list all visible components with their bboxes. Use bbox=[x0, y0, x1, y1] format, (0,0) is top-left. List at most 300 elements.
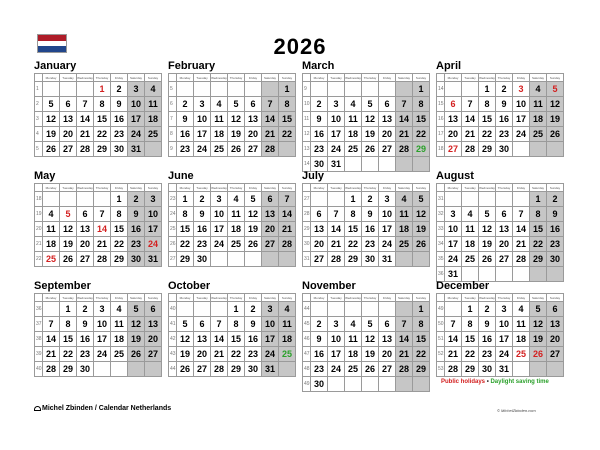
day-cell: 27 bbox=[496, 252, 513, 267]
day-cell: 22 bbox=[228, 347, 245, 362]
day-cell: 15 bbox=[462, 332, 479, 347]
day-cell: 24 bbox=[145, 237, 162, 252]
month-january bbox=[34, 60, 162, 157]
weekday-header: Friday bbox=[111, 184, 128, 192]
day-cell: 6 bbox=[262, 192, 279, 207]
weekday-header: Saturday bbox=[530, 294, 547, 302]
day-cell: 28 bbox=[445, 362, 462, 377]
day-cell: 11 bbox=[462, 222, 479, 237]
week-number: 41 bbox=[169, 317, 177, 332]
day-cell: 3 bbox=[145, 192, 162, 207]
week-number: 46 bbox=[303, 332, 311, 347]
day-cell: 17 bbox=[445, 237, 462, 252]
day-cell: 17 bbox=[94, 332, 111, 347]
week-number: 31 bbox=[437, 192, 445, 207]
empty-day-cell bbox=[43, 302, 60, 317]
day-cell: 29 bbox=[111, 252, 128, 267]
day-cell: 18 bbox=[345, 347, 362, 362]
month-table bbox=[436, 293, 564, 377]
day-cell: 3 bbox=[94, 302, 111, 317]
day-cell: 24 bbox=[328, 362, 345, 377]
weekday-header: Wednesday bbox=[77, 295, 93, 300]
weekday-header: Tuesday bbox=[60, 184, 77, 192]
day-cell: 8 bbox=[413, 97, 430, 112]
day-cell: 2 bbox=[177, 97, 194, 112]
day-cell: 14 bbox=[211, 332, 228, 347]
day-cell: 27 bbox=[379, 142, 396, 157]
day-cell: 3 bbox=[496, 302, 513, 317]
week-number: 53 bbox=[437, 362, 445, 377]
day-cell: 23 bbox=[194, 237, 211, 252]
day-cell: 15 bbox=[479, 112, 496, 127]
week-row bbox=[437, 332, 564, 347]
weekday-header-row bbox=[303, 74, 430, 82]
empty-day-cell bbox=[547, 267, 564, 282]
day-cell: 14 bbox=[396, 112, 413, 127]
empty-day-cell bbox=[194, 302, 211, 317]
weekday-header: Monday bbox=[445, 184, 462, 192]
week-number: 44 bbox=[303, 302, 311, 317]
week-number: 10 bbox=[303, 97, 311, 112]
weekday-header: Saturday bbox=[128, 294, 145, 302]
empty-day-cell bbox=[362, 157, 379, 172]
week-number: 20 bbox=[35, 222, 43, 237]
day-cell: 2 bbox=[128, 192, 145, 207]
month-table bbox=[34, 293, 162, 377]
week-number: 35 bbox=[437, 252, 445, 267]
week-row bbox=[303, 222, 430, 237]
day-cell: 30 bbox=[547, 252, 564, 267]
day-cell: 3 bbox=[211, 192, 228, 207]
day-cell: 20 bbox=[496, 237, 513, 252]
day-cell: 29 bbox=[479, 142, 496, 157]
weekday-header: Wednesday bbox=[77, 75, 93, 80]
week-header-blank bbox=[437, 294, 445, 302]
day-cell: 24 bbox=[194, 142, 211, 157]
weekday-header: Sunday bbox=[145, 184, 162, 192]
day-cell: 15 bbox=[413, 112, 430, 127]
week-number: 24 bbox=[169, 207, 177, 222]
day-cell: 5 bbox=[362, 97, 379, 112]
week-number: 44 bbox=[169, 362, 177, 377]
week-row bbox=[437, 97, 564, 112]
weekday-header: Tuesday bbox=[328, 184, 345, 192]
day-cell: 5 bbox=[413, 192, 430, 207]
month-name: January bbox=[34, 60, 77, 72]
weekday-header: Thursday bbox=[496, 184, 513, 192]
month-table bbox=[34, 183, 162, 267]
day-cell: 28 bbox=[396, 362, 413, 377]
weekday-header-row bbox=[437, 74, 564, 82]
weekday-header-row bbox=[35, 294, 162, 302]
week-row bbox=[437, 82, 564, 97]
week-number: 34 bbox=[437, 237, 445, 252]
empty-day-cell bbox=[513, 267, 530, 282]
day-cell: 4 bbox=[462, 207, 479, 222]
day-cell: 10 bbox=[445, 222, 462, 237]
weekday-header: Tuesday bbox=[328, 294, 345, 302]
empty-day-cell bbox=[513, 192, 530, 207]
week-row bbox=[303, 97, 430, 112]
day-cell: 26 bbox=[547, 127, 564, 142]
day-cell: 30 bbox=[111, 142, 128, 157]
day-cell: 5 bbox=[479, 207, 496, 222]
day-cell: 6 bbox=[194, 317, 211, 332]
day-cell: 7 bbox=[43, 317, 60, 332]
day-cell: 14 bbox=[462, 112, 479, 127]
empty-day-cell bbox=[345, 302, 362, 317]
empty-day-cell bbox=[396, 377, 413, 392]
week-number: 7 bbox=[169, 112, 177, 127]
day-cell: 21 bbox=[77, 127, 94, 142]
month-june bbox=[168, 170, 296, 267]
day-cell: 18 bbox=[530, 112, 547, 127]
weekday-header: Friday bbox=[513, 294, 530, 302]
week-number: 16 bbox=[437, 112, 445, 127]
week-row bbox=[303, 317, 430, 332]
day-cell: 19 bbox=[362, 347, 379, 362]
day-cell: 10 bbox=[94, 317, 111, 332]
day-cell: 17 bbox=[211, 222, 228, 237]
empty-day-cell bbox=[328, 377, 345, 392]
day-cell: 8 bbox=[413, 317, 430, 332]
weekday-header: Saturday bbox=[396, 184, 413, 192]
empty-day-cell bbox=[228, 82, 245, 97]
empty-day-cell bbox=[547, 142, 564, 157]
week-row bbox=[303, 207, 430, 222]
day-cell: 11 bbox=[345, 112, 362, 127]
day-cell: 10 bbox=[328, 112, 345, 127]
day-cell: 21 bbox=[445, 347, 462, 362]
day-cell: 21 bbox=[211, 347, 228, 362]
week-number: 18 bbox=[35, 192, 43, 207]
empty-day-cell bbox=[262, 252, 279, 267]
day-cell: 7 bbox=[445, 317, 462, 332]
week-number: 36 bbox=[437, 267, 445, 282]
day-cell: 29 bbox=[228, 362, 245, 377]
day-cell: 30 bbox=[479, 362, 496, 377]
week-row bbox=[35, 127, 162, 142]
week-row bbox=[437, 362, 564, 377]
week-row bbox=[437, 142, 564, 157]
day-cell: 6 bbox=[496, 207, 513, 222]
week-number: 52 bbox=[437, 347, 445, 362]
empty-day-cell bbox=[379, 157, 396, 172]
day-cell: 2 bbox=[245, 302, 262, 317]
week-row bbox=[35, 207, 162, 222]
day-cell: 18 bbox=[279, 332, 296, 347]
month-august bbox=[436, 170, 564, 282]
weekday-header: Thursday bbox=[228, 184, 245, 192]
day-cell: 9 bbox=[194, 207, 211, 222]
day-cell: 22 bbox=[413, 347, 430, 362]
day-cell: 2 bbox=[194, 192, 211, 207]
empty-day-cell bbox=[211, 252, 228, 267]
day-cell: 30 bbox=[496, 142, 513, 157]
weekday-header: Sunday bbox=[413, 184, 430, 192]
empty-day-cell bbox=[177, 302, 194, 317]
weekday-header: Saturday bbox=[128, 184, 145, 192]
weekday-header-row bbox=[303, 184, 430, 192]
day-cell: 20 bbox=[379, 347, 396, 362]
week-number: 32 bbox=[437, 207, 445, 222]
week-row bbox=[303, 237, 430, 252]
empty-day-cell bbox=[77, 82, 94, 97]
week-number: 13 bbox=[303, 142, 311, 157]
month-may bbox=[34, 170, 162, 267]
empty-day-cell bbox=[262, 82, 279, 97]
day-cell: 1 bbox=[279, 82, 296, 97]
week-header-blank bbox=[437, 184, 445, 192]
day-cell: 21 bbox=[279, 222, 296, 237]
day-cell: 9 bbox=[362, 207, 379, 222]
empty-day-cell bbox=[145, 142, 162, 157]
day-cell: 20 bbox=[262, 222, 279, 237]
day-cell: 26 bbox=[128, 347, 145, 362]
week-number: 26 bbox=[169, 237, 177, 252]
week-header-blank bbox=[169, 294, 177, 302]
week-row bbox=[35, 237, 162, 252]
copyright-icon bbox=[34, 406, 41, 411]
day-cell: 2 bbox=[111, 82, 128, 97]
day-cell: 10 bbox=[496, 317, 513, 332]
empty-day-cell bbox=[279, 362, 296, 377]
day-cell: 7 bbox=[279, 192, 296, 207]
day-cell: 27 bbox=[245, 142, 262, 157]
day-cell: 11 bbox=[228, 207, 245, 222]
week-number: 48 bbox=[303, 362, 311, 377]
week-number: 3 bbox=[35, 112, 43, 127]
week-row bbox=[437, 317, 564, 332]
day-cell: 15 bbox=[111, 222, 128, 237]
day-cell: 1 bbox=[94, 82, 111, 97]
day-cell: 27 bbox=[547, 347, 564, 362]
day-cell: 11 bbox=[279, 317, 296, 332]
empty-day-cell bbox=[496, 192, 513, 207]
weekday-header: Thursday bbox=[362, 74, 379, 82]
week-row bbox=[169, 302, 296, 317]
day-cell: 2 bbox=[311, 97, 328, 112]
empty-day-cell bbox=[413, 377, 430, 392]
empty-day-cell bbox=[311, 82, 328, 97]
day-cell: 22 bbox=[177, 237, 194, 252]
week-number: 23 bbox=[169, 192, 177, 207]
day-cell: 9 bbox=[479, 317, 496, 332]
week-number: 9 bbox=[303, 82, 311, 97]
day-cell: 18 bbox=[211, 127, 228, 142]
empty-day-cell bbox=[128, 362, 145, 377]
day-cell: 21 bbox=[94, 237, 111, 252]
week-row bbox=[303, 347, 430, 362]
week-number: 5 bbox=[35, 142, 43, 157]
day-cell: 3 bbox=[328, 97, 345, 112]
week-number: 37 bbox=[35, 317, 43, 332]
empty-day-cell bbox=[513, 142, 530, 157]
month-table bbox=[302, 73, 430, 172]
day-cell: 26 bbox=[413, 237, 430, 252]
empty-day-cell bbox=[479, 192, 496, 207]
week-number: 50 bbox=[437, 317, 445, 332]
weekday-header: Friday bbox=[379, 294, 396, 302]
month-table bbox=[436, 73, 564, 157]
weekday-header: Saturday bbox=[262, 294, 279, 302]
empty-day-cell bbox=[94, 192, 111, 207]
day-cell: 14 bbox=[513, 222, 530, 237]
day-cell: 22 bbox=[60, 347, 77, 362]
month-table bbox=[168, 293, 296, 377]
weekday-header: Friday bbox=[111, 294, 128, 302]
week-number: 29 bbox=[303, 222, 311, 237]
day-cell: 14 bbox=[262, 112, 279, 127]
week-row bbox=[303, 112, 430, 127]
day-cell: 8 bbox=[111, 207, 128, 222]
empty-day-cell bbox=[396, 302, 413, 317]
day-cell: 10 bbox=[262, 317, 279, 332]
day-cell: 10 bbox=[513, 97, 530, 112]
week-row bbox=[303, 82, 430, 97]
day-cell: 18 bbox=[111, 332, 128, 347]
week-row bbox=[35, 252, 162, 267]
day-cell: 18 bbox=[462, 237, 479, 252]
weekday-header: Saturday bbox=[396, 74, 413, 82]
weekday-header: Friday bbox=[245, 184, 262, 192]
day-cell: 20 bbox=[547, 332, 564, 347]
empty-day-cell bbox=[547, 362, 564, 377]
day-cell: 7 bbox=[396, 97, 413, 112]
week-row bbox=[303, 192, 430, 207]
week-header-blank bbox=[437, 74, 445, 82]
week-number: 8 bbox=[169, 127, 177, 142]
empty-day-cell bbox=[396, 252, 413, 267]
day-cell: 17 bbox=[262, 332, 279, 347]
day-cell: 6 bbox=[145, 302, 162, 317]
day-cell: 19 bbox=[60, 237, 77, 252]
day-cell: 23 bbox=[128, 237, 145, 252]
day-cell: 3 bbox=[128, 82, 145, 97]
week-row bbox=[437, 302, 564, 317]
day-cell: 16 bbox=[245, 332, 262, 347]
day-cell: 4 bbox=[43, 207, 60, 222]
day-cell: 27 bbox=[145, 347, 162, 362]
day-cell: 3 bbox=[513, 82, 530, 97]
year-title: 2026 bbox=[273, 34, 327, 59]
day-cell: 28 bbox=[77, 142, 94, 157]
day-cell: 12 bbox=[362, 112, 379, 127]
day-cell: 23 bbox=[177, 142, 194, 157]
week-row bbox=[437, 237, 564, 252]
day-cell: 25 bbox=[228, 237, 245, 252]
week-header-blank bbox=[35, 294, 43, 302]
empty-day-cell bbox=[194, 82, 211, 97]
day-cell: 27 bbox=[77, 252, 94, 267]
day-cell: 12 bbox=[43, 112, 60, 127]
week-number: 17 bbox=[437, 127, 445, 142]
day-cell: 4 bbox=[228, 192, 245, 207]
day-cell: 10 bbox=[128, 97, 145, 112]
weekday-header: Wednesday bbox=[345, 185, 361, 190]
weekday-header: Friday bbox=[379, 184, 396, 192]
day-cell: 20 bbox=[194, 347, 211, 362]
weekday-header-row bbox=[437, 184, 564, 192]
day-cell: 7 bbox=[462, 97, 479, 112]
empty-day-cell bbox=[328, 192, 345, 207]
day-cell: 19 bbox=[547, 112, 564, 127]
weekday-header: Sunday bbox=[413, 74, 430, 82]
day-cell: 20 bbox=[77, 237, 94, 252]
footer-credit bbox=[34, 405, 171, 412]
week-row bbox=[35, 362, 162, 377]
day-cell: 31 bbox=[496, 362, 513, 377]
day-cell: 25 bbox=[211, 142, 228, 157]
day-cell: 15 bbox=[60, 332, 77, 347]
week-number: 27 bbox=[169, 252, 177, 267]
empty-day-cell bbox=[60, 192, 77, 207]
month-table bbox=[168, 73, 296, 157]
day-cell: 13 bbox=[379, 332, 396, 347]
month-name: September bbox=[34, 280, 91, 292]
weekday-header: Saturday bbox=[262, 184, 279, 192]
empty-day-cell bbox=[311, 302, 328, 317]
day-cell: 16 bbox=[362, 222, 379, 237]
day-cell: 16 bbox=[177, 127, 194, 142]
day-cell: 13 bbox=[445, 112, 462, 127]
day-cell: 13 bbox=[262, 207, 279, 222]
week-number: 14 bbox=[437, 82, 445, 97]
day-cell: 22 bbox=[279, 127, 296, 142]
day-cell: 10 bbox=[379, 207, 396, 222]
week-number: 14 bbox=[303, 157, 311, 172]
weekday-header: Wednesday bbox=[211, 75, 227, 80]
day-cell: 17 bbox=[194, 127, 211, 142]
day-cell: 22 bbox=[94, 127, 111, 142]
day-cell: 6 bbox=[379, 317, 396, 332]
week-number: 5 bbox=[169, 82, 177, 97]
empty-day-cell bbox=[60, 82, 77, 97]
week-row bbox=[169, 192, 296, 207]
day-cell: 24 bbox=[94, 347, 111, 362]
weekday-header: Sunday bbox=[547, 74, 564, 82]
empty-day-cell bbox=[43, 192, 60, 207]
weekday-header: Wednesday bbox=[77, 185, 93, 190]
day-cell: 20 bbox=[311, 237, 328, 252]
empty-day-cell bbox=[413, 252, 430, 267]
empty-day-cell bbox=[145, 362, 162, 377]
day-cell: 22 bbox=[413, 127, 430, 142]
week-row bbox=[35, 347, 162, 362]
day-cell: 25 bbox=[279, 347, 296, 362]
day-cell: 15 bbox=[530, 222, 547, 237]
day-cell: 20 bbox=[60, 127, 77, 142]
weekday-header: Monday bbox=[177, 74, 194, 82]
day-cell: 7 bbox=[211, 317, 228, 332]
legend bbox=[441, 379, 549, 385]
week-row bbox=[169, 97, 296, 112]
day-cell: 4 bbox=[345, 317, 362, 332]
day-cell: 20 bbox=[145, 332, 162, 347]
empty-day-cell bbox=[496, 267, 513, 282]
day-cell: 25 bbox=[513, 347, 530, 362]
day-cell: 3 bbox=[379, 192, 396, 207]
week-number: 40 bbox=[169, 302, 177, 317]
week-header-blank bbox=[35, 184, 43, 192]
day-cell: 28 bbox=[279, 237, 296, 252]
day-cell: 20 bbox=[379, 127, 396, 142]
day-cell: 11 bbox=[211, 112, 228, 127]
day-cell: 21 bbox=[513, 237, 530, 252]
day-cell: 1 bbox=[479, 82, 496, 97]
day-cell: 30 bbox=[311, 157, 328, 172]
day-cell: 14 bbox=[43, 332, 60, 347]
